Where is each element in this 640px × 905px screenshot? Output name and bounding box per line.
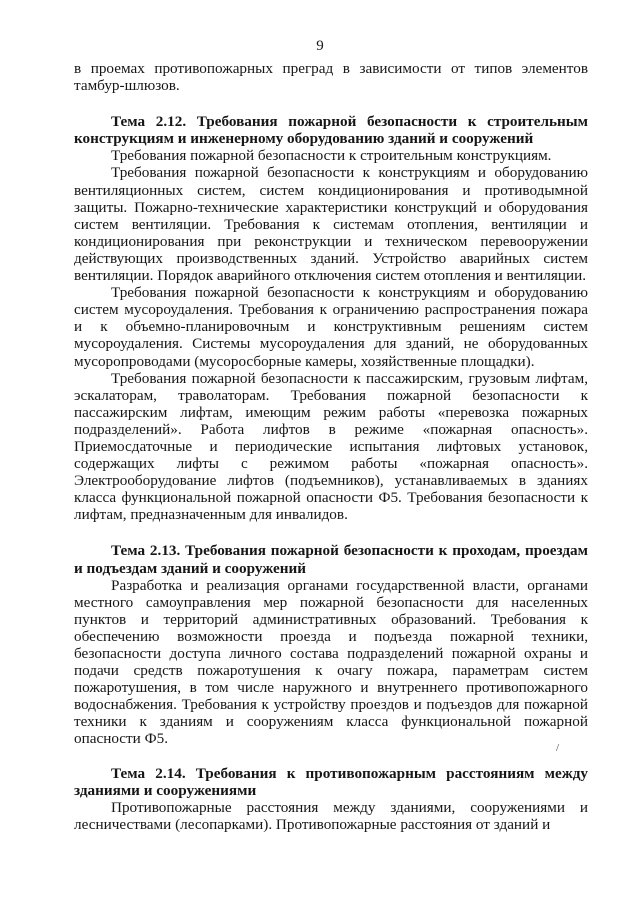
section-2-12-heading: Тема 2.12. Требования пожарной безопасности к строительным конструкциям и инженерному оборудованию зданий и сооружений bbox=[74, 113, 588, 148]
section-2-12-paragraph: Требования пожарной безопасности к строительным конструкциям. bbox=[111, 147, 552, 165]
section-2-12-paragraph: Требования пожарной безопасности к пассажирским, грузовым лифтам, эскалаторам, траволаторам. Требования пожарной безопасности к пассажирским лифтам, имеющим режим работы «перевозка пожарных подразделений». Работа лифтов в режиме «пожарная опасность». Приемосдаточные и периодические испытания лифтовых установок, содержащих лифты с режимом работы «пожарная опасность». Электрооборудование лифтов (подъемников), устанавливаемых в зданиях класса функциональной пожарной опасности Ф5. Требования безопасности к лифтам, предназначенным для инвалидов. bbox=[74, 369, 588, 524]
intro-paragraph: в проемах противопожарных преград в зависимости от типов элементов тамбур-шлюзов. bbox=[74, 60, 588, 95]
section-2-13-heading: Тема 2.13. Требования пожарной безопасности к проходам, проездам и подъездам зданий и сооружений bbox=[74, 542, 588, 577]
section-2-12-paragraph: Требования пожарной безопасности к конструкциям и оборудованию систем мусороудаления. Требования к ограничению распространения пожара и к объемно-планировочным и конструктивным решениям систем мусороудаления. Системы мусороудаления для зданий, не оборудованных мусоропроводами (мусоросборные камеры, хозяйственные площадки). bbox=[74, 284, 588, 370]
section-2-12-paragraph: Требования пожарной безопасности к конструкциям и оборудованию вентиляционных систем, систем кондиционирования и противодымной защиты. Пожарно-технические характеристики конструкций и оборудования систем вентиляции. Требования к системам отопления, вентиляции и кондиционирования при реконструкции и техническом перевооружении действующих производственных зданий. Устройство аварийных систем вентиляции. Порядок аварийного отключения систем отопления и вентиляции. bbox=[74, 164, 588, 285]
section-2-14-heading: Тема 2.14. Требования к противопожарным расстояниям между зданиями и сооружениями bbox=[74, 764, 588, 799]
section-2-14-paragraph: Противопожарные расстояния между зданиями, сооружениями и лесничествами (лесопарками). Противопожарные расстояния от зданий и bbox=[74, 798, 588, 833]
page-number: 9 bbox=[316, 38, 324, 54]
section-2-13-paragraph: Разработка и реализация органами государственной власти, органами местного самоуправления мер пожарной безопасности для населенных пунктов и территорий административных образований. Требования к обеспечению возможности проезда и подъезда пожарной техники, безопасности доступа личного состава подразделений пожарной охраны и подачи средств пожаротушения к очагу пожара, параметрам систем пожаротушения, в том числе наружного и внутреннего противопожарного водоснабжения. Требования к устройству проездов и подъездов для пожарной техники к зданиям и сооружениям класса функциональной пожарной опасности Ф5. bbox=[74, 576, 588, 748]
margin-mark: / bbox=[556, 742, 560, 754]
page-content bbox=[74, 60, 588, 833]
